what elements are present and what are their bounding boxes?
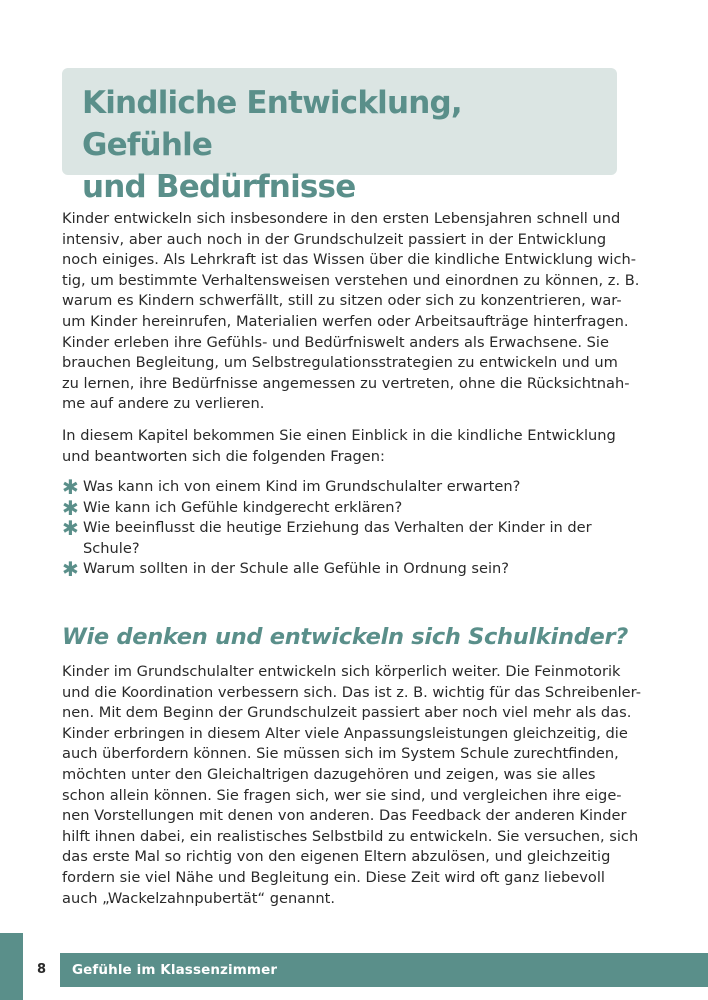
section-heading: Wie denken und entwickeln sich Schulkinder?: [62, 624, 629, 650]
asterisk-icon: ✱: [62, 557, 79, 582]
text-line: auch „Wackelzahnpubertät“ genannt.: [62, 889, 336, 907]
question-item: [62, 518, 632, 559]
chapter-title-line-1: Kindliche Entwicklung, Gefühle: [82, 85, 462, 163]
text-line: schon allein können. Sie fragen sich, wer sie sind, und vergleichen ihre eige-: [62, 786, 622, 804]
text-line: zu lernen, ihre Bedürfnisse angemessen zu vertreten, ohne die Rücksichtnah-: [62, 374, 630, 392]
text-line: nen Vorstellungen mit denen von anderen. Das Feedback der anderen Kinder: [62, 807, 627, 825]
question-text: Wie kann ich Gefühle kindgerecht erklären?: [83, 498, 403, 516]
footer-chapter-title: Gefühle im Klassenzimmer: [72, 962, 278, 978]
asterisk-icon: ✱: [62, 475, 79, 499]
text-line: hilft ihnen dabei, ein realistisches Selbstbild zu entwickeln. Sie versuchen, sich: [62, 827, 639, 845]
question-text: Schule?: [83, 539, 140, 557]
text-line: auch überfordern können. Sie müssen sich im System Schule zurechtfinden,: [62, 745, 619, 763]
text-line: und die Koordination verbessern sich. Das ist z. B. wichtig für das Schreibenler-: [62, 683, 641, 701]
text-line: und beantworten sich die folgenden Fragen:: [62, 447, 385, 465]
text-line: um Kinder hereinrufen, Materialien werfen oder Arbeitsaufträge hinterfragen.: [62, 312, 629, 330]
schulkinder-paragraph: [62, 662, 641, 909]
question-item: [62, 559, 632, 580]
question-text: Was kann ich von einem Kind im Grundschulalter erwarten?: [83, 478, 521, 495]
asterisk-icon: ✱: [62, 516, 79, 541]
chapter-overview-paragraph: [62, 426, 632, 467]
question-item: [62, 495, 632, 520]
text-line: das erste Mal so richtig von den eigenen Eltern abzulösen, und gleichzeitig: [62, 848, 611, 866]
question-list: [62, 477, 632, 580]
text-line: intensiv, aber auch noch in der Grundschulzeit passiert in der Entwicklung: [62, 230, 607, 248]
text-line: noch einiges. Als Lehrkraft ist das Wissen über die kindliche Entwicklung wich-: [62, 251, 637, 269]
question-text: Wie beeinflusst die heutige Erziehung das Verhalten der Kinder in der: [83, 519, 592, 537]
chapter-title-line-2: und Bedürfnisse: [82, 169, 356, 205]
text-line: Kinder im Grundschulalter entwickeln sich körperlich weiter. Die Feinmotorik: [62, 663, 621, 680]
chapter-title-box: [62, 68, 617, 205]
page-number: 8: [23, 953, 60, 987]
text-line: warum es Kindern schwerfällt, still zu sitzen oder sich zu konzentrieren, war-: [62, 292, 622, 310]
text-line: In diesem Kapitel bekommen Sie einen Einblick in die kindliche Entwicklung: [62, 427, 616, 444]
asterisk-icon: ✱: [62, 495, 79, 520]
question-item: [62, 477, 632, 498]
text-line: Kinder erbringen in diesem Alter viele Anpassungsleistungen gleichzeitig, die: [62, 724, 628, 742]
question-text: Warum sollten in der Schule alle Gefühle in Ordnung sein?: [83, 560, 510, 578]
text-line: Kinder entwickeln sich insbesondere in den ersten Lebensjahren schnell und: [62, 210, 621, 227]
text-line: tig, um bestimmte Verhaltensweisen verstehen und einordnen zu können, z. B.: [62, 271, 640, 289]
text-line: möchten unter den Gleichaltrigen dazugehören und zeigen, was sie alles: [62, 765, 596, 783]
intro-paragraph: [62, 209, 640, 415]
text-line: nen. Mit dem Beginn der Grundschulzeit passiert aber noch viel mehr als das.: [62, 704, 632, 722]
text-line: Kinder erleben ihre Gefühls- und Bedürfniswelt anders als Erwachsene. Sie: [62, 333, 609, 351]
text-line: fordern sie viel Nähe und Begleitung ein. Diese Zeit wird oft ganz liebevoll: [62, 868, 605, 886]
text-line: me auf andere zu verlieren.: [62, 395, 265, 413]
chapter-title: [82, 82, 597, 208]
text-line: brauchen Begleitung, um Selbstregulationsstrategien zu entwickeln und um: [62, 354, 618, 372]
